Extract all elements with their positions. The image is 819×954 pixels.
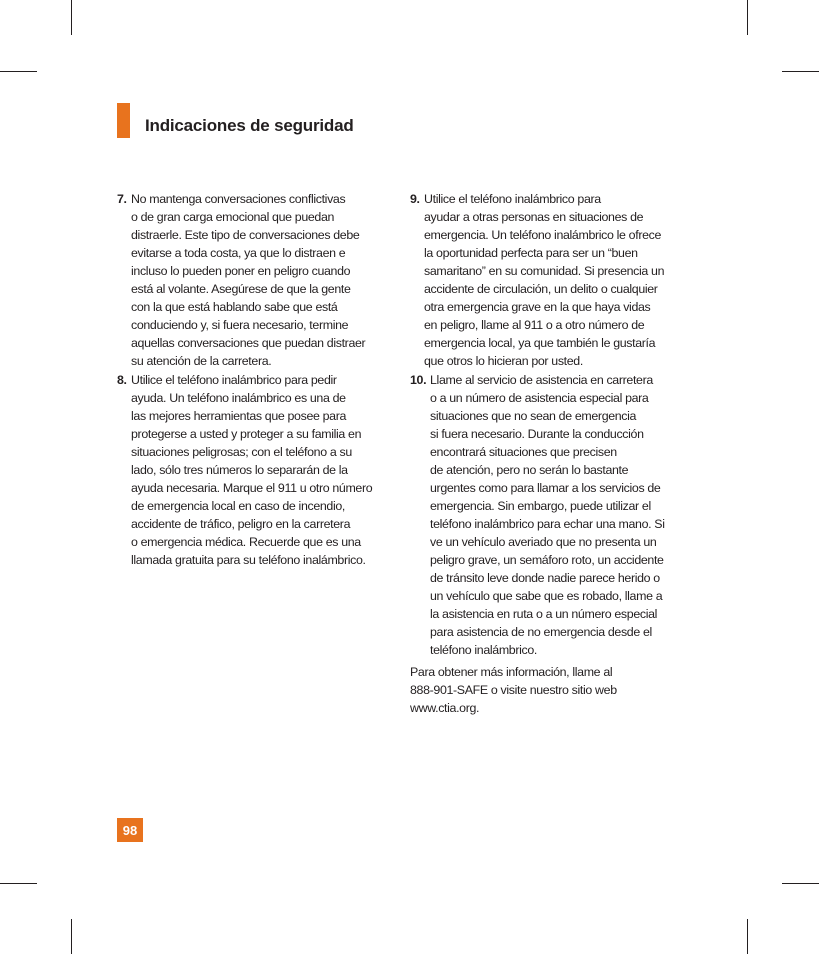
list-item-7 — [117, 190, 389, 370]
text-line: de atención, pero no serán lo bastante — [430, 463, 629, 477]
crop-mark — [71, 0, 72, 35]
text-line: situaciones peligrosas; con el teléfono a su — [131, 445, 352, 459]
text-line: aquellas conversaciones que puedan distraer — [131, 336, 366, 350]
text-line: llamada gratuita para su teléfono inalámbrico. — [131, 553, 366, 567]
text-line: la oportunidad perfecta para ser un “buen — [424, 246, 638, 260]
crop-mark — [747, 919, 748, 954]
text-line: No mantenga conversaciones conflictivas — [131, 192, 346, 206]
item-number: 8. — [117, 373, 127, 387]
text-line: 888-901-SAFE o visite nuestro sitio web — [410, 683, 617, 697]
text-line: ve un vehículo averiado que no presenta un — [430, 535, 657, 549]
text-line: ayuda necesaria. Marque el 911 u otro número — [131, 481, 373, 495]
contact-note — [410, 663, 682, 717]
crop-mark — [0, 71, 37, 72]
text-line: con la que está hablando sabe que está — [131, 300, 338, 314]
text-line: distraerle. Este tipo de conversaciones debe — [131, 228, 360, 242]
text-line: teléfono inalámbrico. — [430, 643, 537, 657]
text-line: o de gran carga emocional que puedan — [131, 210, 335, 224]
text-line: un vehículo que sabe que es robado, llame a — [430, 589, 663, 603]
text-line: ayuda. Un teléfono inalámbrico es una de — [131, 391, 346, 405]
text-line: accidente de circulación, un delito o cualquier — [424, 282, 658, 296]
text-line: Utilice el teléfono inalámbrico para pedir — [131, 373, 337, 387]
crop-mark — [0, 883, 37, 884]
text-line: evitarse a toda costa, ya que lo distraen e — [131, 246, 346, 260]
item-text — [410, 371, 682, 659]
text-line: situaciones que no sean de emergencia — [430, 409, 637, 423]
text-line: Llame al servicio de asistencia en carretera — [430, 373, 653, 387]
text-line: de emergencia local en caso de incendio, — [131, 499, 345, 513]
text-line: teléfono inalámbrico para echar una mano. Si — [430, 517, 665, 531]
text-line: su atención de la carretera. — [131, 354, 272, 368]
crop-mark — [71, 919, 72, 954]
text-line: samaritano” en su comunidad. Si presencia un — [424, 264, 665, 278]
crop-mark — [782, 883, 819, 884]
item-text — [410, 190, 682, 370]
text-line: está al volante. Asegúrese de que la gente — [131, 282, 351, 296]
section-header — [117, 103, 354, 138]
text-line: encontrará situaciones que precisen — [430, 445, 617, 459]
text-line: www.ctia.org. — [410, 701, 480, 715]
text-line: urgentes como para llamar a los servicios de — [430, 481, 661, 495]
text-line: la asistencia en ruta o a un número especial — [430, 607, 658, 621]
item-text — [117, 371, 389, 569]
text-line: que otros lo hicieran por usted. — [424, 354, 583, 368]
text-line: en peligro, llame al 911 o a otro número de — [424, 318, 645, 332]
text-line: si fuera necesario. Durante la conducción — [430, 427, 644, 441]
item-number: 10. — [410, 373, 427, 387]
text-line: ayudar a otras personas en situaciones de — [424, 210, 644, 224]
text-line: las mejores herramientas que posee para — [131, 409, 347, 423]
text-line: para asistencia de no emergencia desde el — [430, 625, 652, 639]
text-line: peligro grave, un semáforo roto, un accidente — [430, 553, 664, 567]
right-column — [410, 190, 682, 717]
text-line: Utilice el teléfono inalámbrico para — [424, 192, 601, 206]
crop-mark — [782, 71, 819, 72]
text-line: o emergencia médica. Recuerde que es una — [131, 535, 361, 549]
text-line: protegerse a usted y proteger a su familia en — [131, 427, 362, 441]
list-item-8 — [117, 371, 389, 569]
text-line: Para obtener más información, llame al — [410, 665, 613, 679]
page-number-badge: 98 — [117, 818, 143, 842]
text-line: accidente de tráfico, peligro en la carretera — [131, 517, 351, 531]
list-item-9 — [410, 190, 682, 370]
text-line: conduciendo y, si fuera necesario, termine — [131, 318, 349, 332]
text-line: emergencia. Un teléfono inalámbrico le ofrece — [424, 228, 662, 242]
accent-bar — [117, 103, 130, 138]
text-line: incluso lo pueden poner en peligro cuando — [131, 264, 351, 278]
text-line: otra emergencia grave en la que haya vidas — [424, 300, 651, 314]
item-number: 7. — [117, 192, 127, 206]
list-item-10 — [410, 371, 682, 659]
text-line: lado, sólo tres números lo separarán de la — [131, 463, 348, 477]
left-column — [117, 190, 389, 570]
item-number: 9. — [410, 192, 420, 206]
text-line: de tránsito leve donde nadie parece herido o — [430, 571, 660, 585]
text-line: emergencia local, ya que también le gustaría — [424, 336, 656, 350]
crop-mark — [747, 0, 748, 35]
text-line: o a un número de asistencia especial para — [430, 391, 649, 405]
text-line: emergencia. Sin embargo, puede utilizar el — [430, 499, 651, 513]
item-text — [117, 190, 389, 370]
page-title: Indicaciones de seguridad — [145, 115, 354, 135]
